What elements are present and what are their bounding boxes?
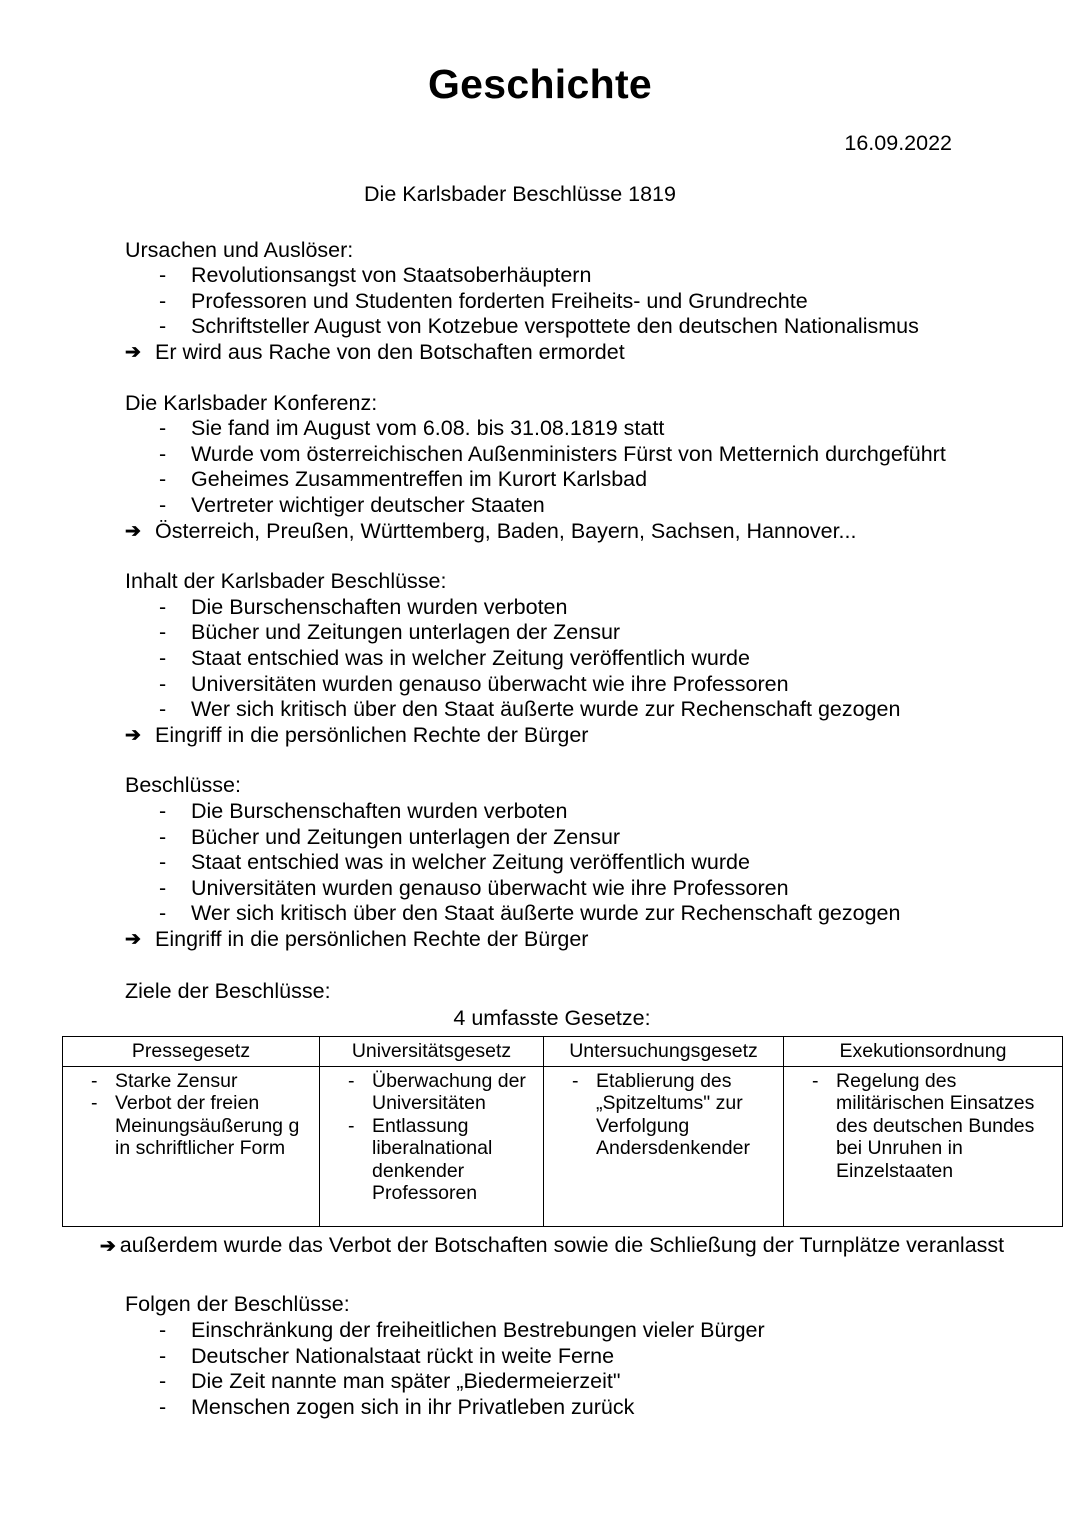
list-item-text: Die Burschenschaften wurden verboten: [191, 594, 568, 619]
list-item-text: Professoren und Studenten forderten Freiheits- und Grundrechte: [191, 288, 808, 313]
list-item: [125, 850, 1040, 876]
list-item-text: Menschen zogen sich in ihr Privatleben zurück: [191, 1394, 635, 1419]
column-header-untersuchungsgesetz: Untersuchungsgesetz: [544, 1036, 784, 1066]
conclusion-text: Eingriff in die persönlichen Rechte der Bürger: [155, 926, 589, 951]
list-item-text: Wer sich kritisch über den Staat äußerte wurde zur Rechenschaft gezogen: [191, 697, 901, 722]
document-subtitle: Die Karlsbader Beschlüsse 1819: [364, 181, 676, 206]
list-item: [788, 1070, 1058, 1183]
section-heading: Folgen der Beschlüsse:: [125, 1292, 350, 1317]
list-item-text: Wurde vom österreichischen Außenministers Fürst von Metternich durchgeführt: [191, 441, 946, 466]
arrow-icon: ➔: [125, 928, 141, 950]
conclusion-line: [125, 519, 1040, 545]
column-header-universitaetsgesetz: Universitätsgesetz: [320, 1036, 544, 1066]
list-item-text: Vertreter wichtiger deutscher Staaten: [191, 493, 545, 518]
conclusion-line: [125, 927, 1040, 953]
cell-bullet-list: [548, 1070, 779, 1160]
arrow-icon: ➔: [125, 342, 141, 364]
section-inhalt: [125, 569, 1040, 748]
conclusion-text: Er wird aus Rache von den Botschaften ermordet: [155, 340, 625, 365]
spacer: [125, 748, 1040, 773]
list-item-text: Sie fand im August vom 6.08. bis 31.08.1819 statt: [191, 416, 665, 441]
list-item-text: Wer sich kritisch über den Staat äußerte wurde zur Rechenschaft gezogen: [191, 901, 901, 926]
list-item: [125, 493, 1040, 519]
list-item-text: Schriftsteller August von Kotzebue verspottete den deutschen Nationalismus: [191, 314, 919, 339]
list-item: [125, 1369, 1040, 1395]
list-item-text: Staat entschied was in welcher Zeitung veröffentlich wurde: [191, 646, 750, 670]
section-beschluesse: [125, 773, 1040, 952]
list-item: [125, 442, 1040, 468]
arrow-icon: ➔: [125, 520, 141, 542]
list-item: [548, 1070, 779, 1160]
bullet-list: [125, 1318, 1040, 1420]
table-cell-exekutionsordnung: [784, 1066, 1063, 1226]
list-item: [125, 595, 1040, 621]
list-item: [125, 289, 1040, 315]
list-item: [125, 620, 1040, 646]
cell-bullet-list: [324, 1070, 539, 1205]
list-item: [125, 799, 1040, 825]
conclusion-line: [125, 723, 1040, 749]
list-item-text: Verbot der freien Meinungsäußerung g in schriftlicher Form: [115, 1092, 300, 1160]
document-date: 16.09.2022: [844, 131, 952, 156]
list-item: [125, 1395, 1040, 1421]
spacer: [125, 366, 1040, 391]
table-cell-untersuchungsgesetz: [544, 1066, 784, 1226]
list-item-text: Bücher und Zeitungen unterlagen der Zensur: [191, 824, 621, 849]
list-item-text: Starke Zensur: [115, 1069, 238, 1092]
cell-bullet-list: [67, 1070, 315, 1160]
list-item: [125, 901, 1040, 927]
list-item: [125, 416, 1040, 442]
document-body: [0, 208, 1080, 953]
list-item: [324, 1070, 539, 1115]
list-item-text: Etablierung des „Spitzeltums" zur Verfolgung Andersdenkender: [596, 1069, 750, 1160]
section-heading: Inhalt der Karlsbader Beschlüsse:: [125, 569, 447, 594]
list-item: [67, 1092, 315, 1160]
section-heading: Ursachen und Auslöser:: [125, 237, 354, 262]
table-footnote: [62, 1227, 1042, 1260]
bullet-list: [125, 263, 1040, 340]
list-item-text: Deutscher Nationalstaat rückt in weite Ferne: [191, 1343, 615, 1368]
list-item: [324, 1115, 539, 1205]
bullet-list: [125, 416, 1040, 518]
list-item: [125, 314, 1040, 340]
section-heading: Beschlüsse:: [125, 773, 241, 798]
table-caption: 4 umfasste Gesetze:: [453, 1006, 651, 1031]
gesetze-table: [62, 1036, 1063, 1227]
list-item-text: Geheimes Zusammentreffen im Kurort Karlsbad: [191, 467, 648, 492]
list-item: [125, 876, 1040, 902]
table-row: [63, 1066, 1063, 1226]
list-item-text: Bücher und Zeitungen unterlagen der Zensur: [191, 620, 621, 645]
table-head: [63, 1036, 1063, 1066]
section-folgen: [0, 1259, 1080, 1420]
section-konferenz: [125, 391, 1040, 545]
list-item-text: Regelung des militärischen Einsatzes des deutschen Bundes bei Unruhen in Einzelstaaten: [836, 1069, 1035, 1182]
arrow-icon: ➔: [125, 724, 141, 746]
conclusion-line: [125, 340, 1040, 366]
table-cell-universitaetsgesetz: [320, 1066, 544, 1226]
list-item: [125, 467, 1040, 493]
list-item: [125, 672, 1040, 698]
list-item-text: Die Burschenschaften wurden verboten: [191, 798, 568, 823]
list-item: [125, 263, 1040, 289]
bullet-list: [125, 595, 1040, 723]
list-item-text: Einschränkung der freiheitlichen Bestrebungen vieler Bürger: [191, 1317, 765, 1342]
list-item-text: Universitäten wurden genauso überwacht wie ihre Professoren: [191, 671, 789, 696]
list-item-text: Staat entschied was in welcher Zeitung veröffentlich wurde: [191, 850, 750, 875]
column-header-exekutionsordnung: Exekutionsordnung: [784, 1036, 1063, 1066]
table-footnote-text: außerdem wurde das Verbot der Botschaften sowie die Schließung der Turnplätze veranlasst: [119, 1232, 1005, 1257]
section-heading-ziele: Ziele der Beschlüsse:: [125, 978, 331, 1003]
list-item: [125, 1318, 1040, 1344]
list-item: [125, 825, 1040, 851]
cell-bullet-list: [788, 1070, 1058, 1183]
list-item: [125, 697, 1040, 723]
list-item-text: Überwachung der Universitäten: [372, 1069, 526, 1115]
list-item: [125, 1344, 1040, 1370]
table-header-row: [63, 1036, 1063, 1066]
section-heading: Die Karlsbader Konferenz:: [125, 390, 378, 415]
page-title: Geschichte: [427, 61, 653, 107]
list-item-text: Entlassung liberalnational denkender Professoren: [372, 1114, 493, 1205]
list-item-text: Universitäten wurden genauso überwacht wie ihre Professoren: [191, 875, 789, 900]
section-ursachen: [125, 238, 1040, 366]
list-item: [125, 646, 1040, 672]
spacer: [125, 544, 1040, 569]
table-body: [63, 1066, 1063, 1226]
list-item: [67, 1070, 315, 1093]
conclusion-text: Österreich, Preußen, Württemberg, Baden, Bayern, Sachsen, Hannover...: [155, 518, 857, 543]
arrow-icon: ➔: [99, 1235, 116, 1257]
list-item-text: Revolutionsangst von Staatsoberhäuptern: [191, 263, 592, 288]
table-cell-pressegesetz: [63, 1066, 320, 1226]
list-item-text: Die Zeit nannte man später „Biedermeierzeit": [191, 1369, 621, 1394]
bullet-list: [125, 799, 1040, 927]
column-header-pressegesetz: Pressegesetz: [63, 1036, 320, 1066]
conclusion-text: Eingriff in die persönlichen Rechte der Bürger: [155, 722, 589, 747]
